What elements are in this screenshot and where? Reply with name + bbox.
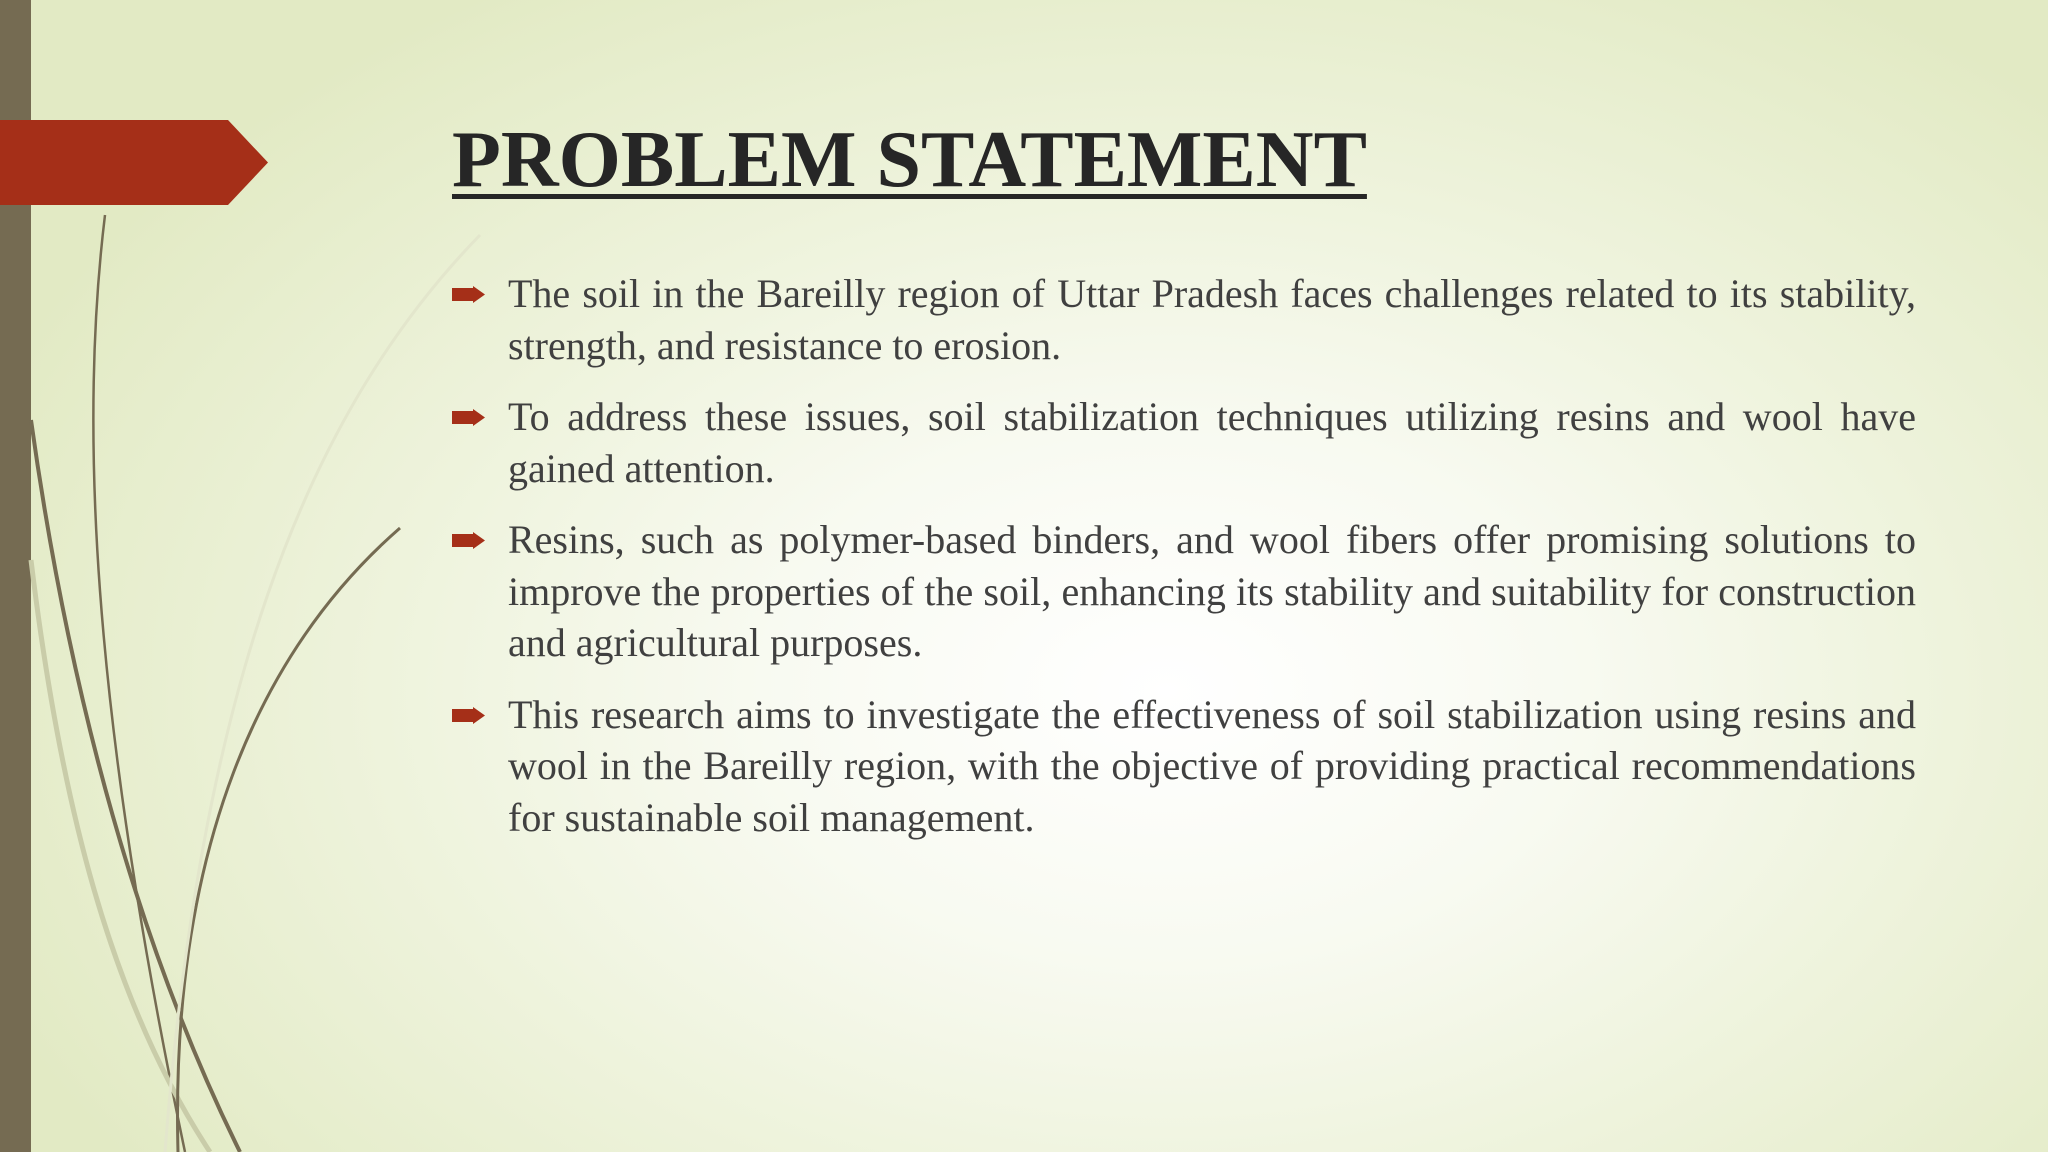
- slide-title: PROBLEM STATEMENT: [452, 116, 1367, 204]
- title-accent-flag: [0, 120, 268, 205]
- bullet-text: The soil in the Bareilly region of Uttar Pradesh faces challenges related to its stability, strength, and resistance to erosion.: [508, 271, 1916, 368]
- bullet-item: [452, 689, 1916, 844]
- arrow-bullet-icon: [452, 532, 485, 549]
- bullet-text: This research aims to investigate the effectiveness of soil stabilization using resins and wool in the Bareilly region, with the objective of providing practical recommendations for sustainable soil management.: [508, 691, 1916, 840]
- bullet-item: [452, 514, 1916, 669]
- arrow-bullet-icon: [452, 707, 485, 724]
- arrow-bullet-icon: [452, 409, 485, 426]
- arrow-bullet-icon: [452, 286, 485, 303]
- bullet-item: [452, 268, 1916, 371]
- bullet-text: Resins, such as polymer-based binders, and wool fibers offer promising solutions to improve the properties of the soil, enhancing its stability and suitability for construction and agricultural purposes.: [508, 517, 1916, 665]
- bullet-item: [452, 391, 1916, 494]
- bullet-list: [452, 268, 1916, 863]
- bullet-text: To address these issues, soil stabilization techniques utilizing resins and wool have gained attention.: [508, 394, 1916, 491]
